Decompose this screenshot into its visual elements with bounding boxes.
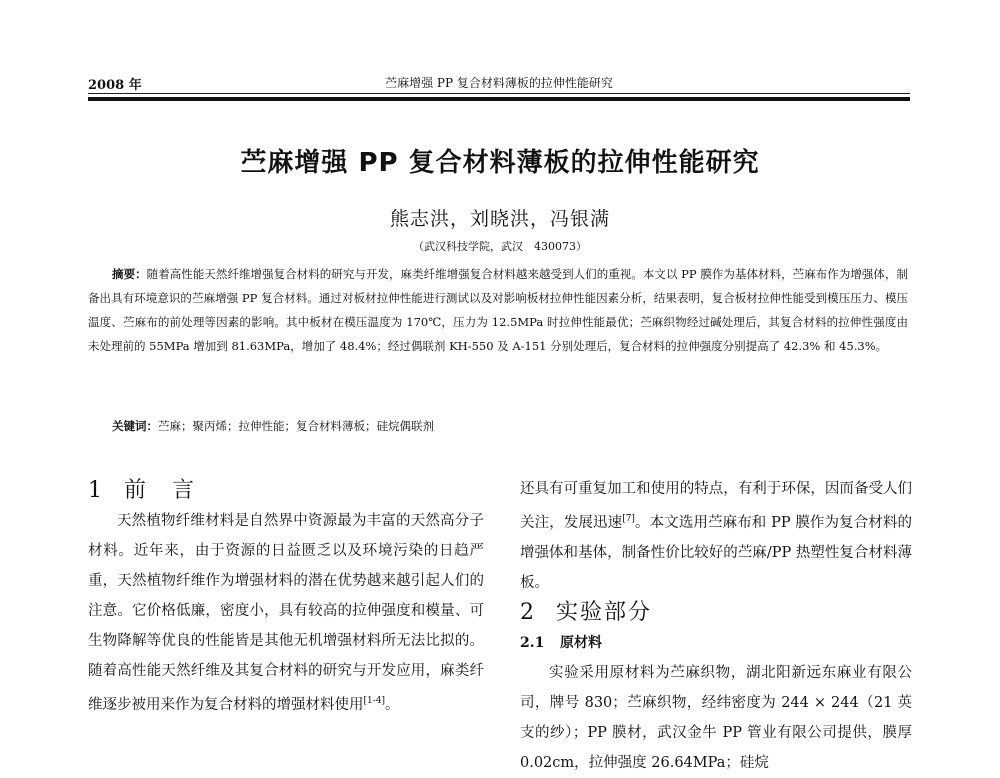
section-1-title: 前 言 — [124, 478, 197, 503]
abstract-label: 摘要： — [112, 267, 147, 281]
paper-title: 苎麻增强 PP 复合材料薄板的拉伸性能研究 — [240, 148, 760, 178]
section-2-title: 实验部分 — [556, 599, 653, 625]
right-column — [520, 474, 912, 778]
section-1-cont-text-end: 。本文选用苎麻布和 PP 膜作为复合材料的增强体和基体，制备性价比较好的苎麻/PP 热塑性复合材料薄板。 — [520, 514, 913, 591]
section-1-text: 天然植物纤维材料是自然界中资源最为丰富的天然高分子材料。近年来，由于资源的日益匮乏以及环境污染的日趋严重，天然植物纤维作为增强材料的潜在优势越来越引起人们的注意。它价格低廉，密度小，具有较高的拉伸强度和模量、可生物降解等优良的性能皆是其他无机增强材料所无法比拟的。随着高性能天然纤维及其复合材料的研究与开发应用，麻类纤维逐步被用来作为复合材料的增强材料使用 — [88, 513, 484, 713]
citation-1-4: [1-4] — [363, 696, 386, 706]
keywords-label: 关键词： — [112, 419, 158, 433]
header-year: 2008 年 — [88, 78, 142, 93]
section-1-text-end: 。 — [385, 696, 400, 713]
subsection-2-1-number: 2.1 — [520, 634, 545, 651]
section-2-heading — [520, 598, 912, 628]
header-running-title: 苎麻增强 PP 复合材料薄板的拉伸性能研究 — [385, 76, 613, 90]
subsection-2-1-title: 原材料 — [560, 634, 602, 651]
subsection-2-1-heading — [520, 628, 912, 658]
section-1-paragraph — [88, 506, 484, 720]
citation-7: [7] — [622, 514, 635, 524]
subsection-2-1-paragraph: 实验采用原材料为苎麻织物，湖北阳新远东麻业有限公司，牌号 830；苎麻织物，经纬密度为 244 × 244（21 英支的纱）；PP 膜材，武汉金牛 PP 管业有限公司提供，膜厚 0.02cm，拉伸强度 26.64MPa；硅烷 — [520, 664, 912, 771]
left-column — [88, 476, 484, 720]
keywords-block — [112, 416, 908, 436]
running-header — [88, 70, 910, 92]
section-1-heading — [88, 476, 484, 506]
section-1-number: 1 — [88, 478, 104, 503]
paper-authors: 熊志洪，刘晓洪，冯银满 — [389, 208, 610, 230]
header-rule-thin — [88, 93, 910, 94]
section-1-continued — [520, 474, 912, 598]
abstract-text: 随着高性能天然纤维增强复合材料的研究与开发，麻类纤维增强复合材料越来越受到人们的重视。本文以 PP 膜作为基体材料，苎麻布作为增强体，制备出具有环境意识的苎麻增强 PP 复合材料。通过对板材拉伸性能进行测试以及对影响板材拉伸性能因素分析，结果表明，复合板材拉伸性能受到模压压力、模压温度、苎麻布的前处理等因素的影响。其中板材在模压温度为 170℃，压力为 12.5MPa 时拉伸性能最优；苎麻织物经过碱处理后，其复合材料的拉伸性强度由未处理前的 55MPa 增加到 81.63MPa，增加了 48.4%；经过偶联剂 KH-550 及 A-151 分别处理后，复合材料的拉伸强度分别提高了 42.3% 和 45.3%。 — [88, 267, 909, 353]
section-2-number: 2 — [520, 599, 536, 625]
abstract-block — [88, 262, 908, 358]
header-rule-thick — [88, 97, 910, 101]
keywords-text: 苎麻；聚丙烯；拉伸性能；复合材料薄板；硅烷偶联剂 — [158, 419, 434, 433]
section-1-cont-text: 还具有可重复加工和使用的特点，有利于环保，因而备受人们关注，发展迅速 — [520, 481, 912, 531]
paper-affiliation: （武汉科技学院，武汉 430073） — [413, 240, 587, 253]
